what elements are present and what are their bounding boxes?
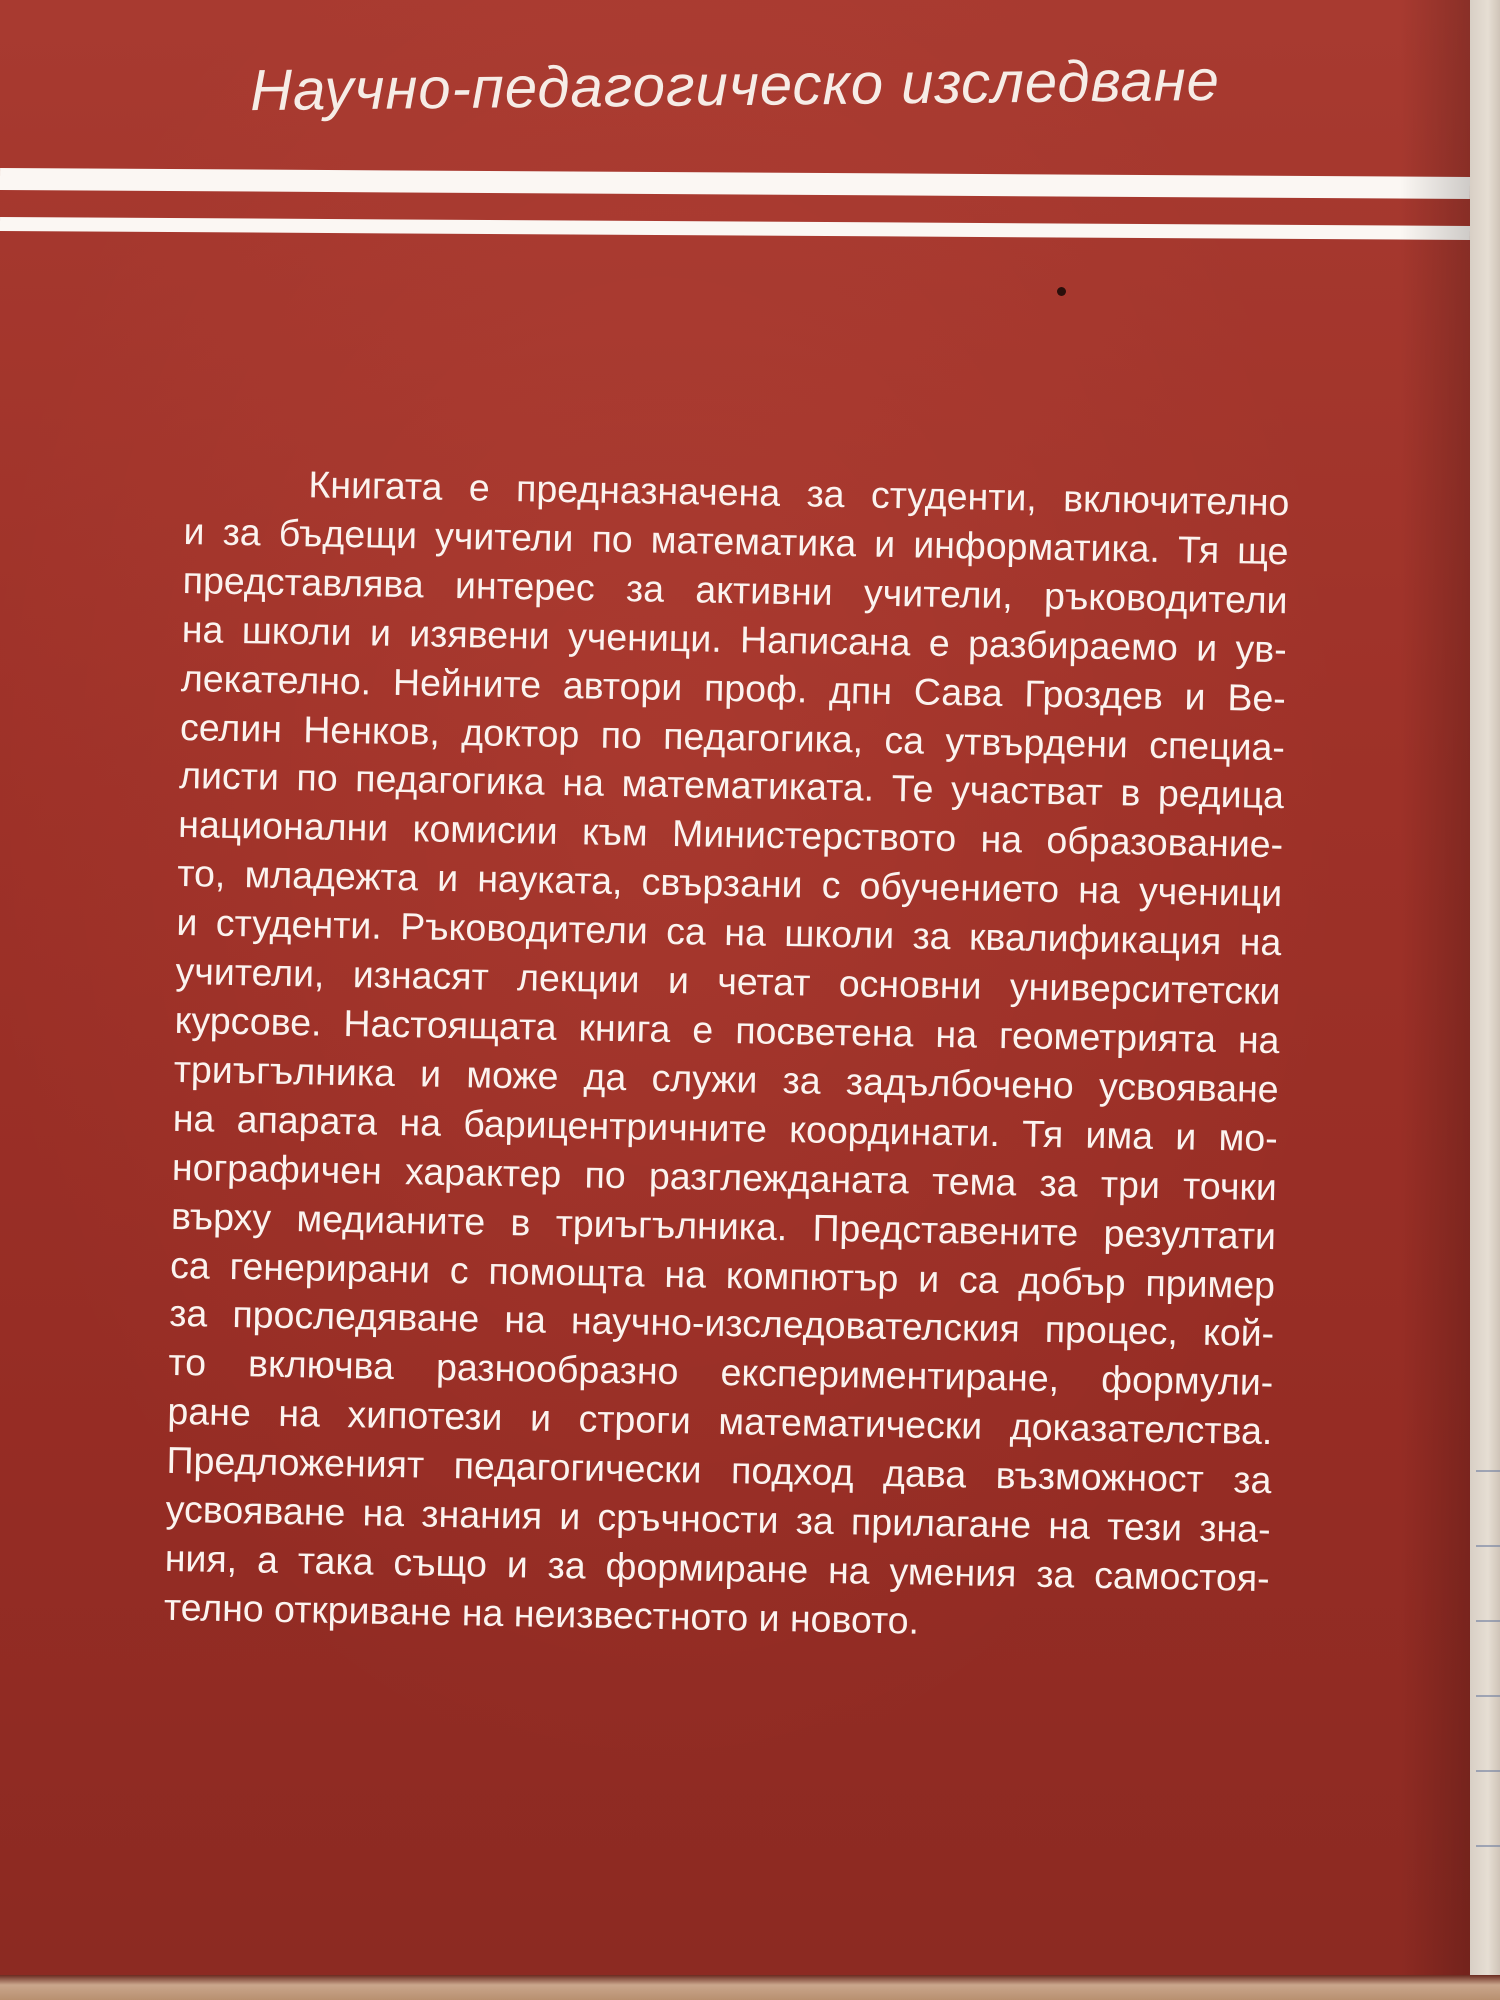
edge-rule-line [1476, 1545, 1500, 1547]
series-title: Научно-педагогическо изследване [249, 47, 1221, 124]
description-line: усвояване на знания и сръчности за прилагане на тези зна- [165, 1487, 1271, 1551]
print-speck [1057, 287, 1066, 296]
edge-rule-line [1476, 1620, 1500, 1622]
description-line: то включва разнообразно експериментиране, формули- [168, 1341, 1274, 1404]
edge-rule-line [1476, 1470, 1500, 1472]
description-line: курсове. Настоящата книга е посветена на геометрията на [174, 998, 1280, 1062]
description-line: лекателно. Нейните автори проф. дпн Сава Гроздев и Ве- [180, 656, 1287, 719]
description-line: учители, изнасят лекции и четат основни университетски [175, 949, 1281, 1013]
description-line: Книгата е предназначена за студенти, включително [308, 463, 1290, 524]
description-line: национални комисии към Министерството на образование- [177, 803, 1284, 866]
description-line: и студенти. Ръководители са на школи за квалификация на [176, 901, 1282, 964]
description-line: телно откриване на неизвестното и новото. [163, 1585, 920, 1642]
description-line: на апарата на барицентричните координати. Тя има и мо- [172, 1096, 1279, 1159]
description-line: и за бъдещи учители по математика и информатика. Тя ще [183, 509, 1289, 573]
edge-rule-line [1476, 1770, 1500, 1772]
description-line: са генерирани с помощта на компютър и са добър пример [169, 1243, 1276, 1306]
edge-rule-line [1476, 1845, 1500, 1847]
description-line: триъгълника и може да служи за задълбочено усвояване [173, 1047, 1280, 1111]
description-line: селин Ненков, доктор по педагогика, са утвърдени специа- [179, 705, 1286, 768]
white-stripe-lower [0, 217, 1470, 240]
description-line: върху медианите в триъгълника. Представените резултати [170, 1194, 1277, 1257]
book-description [163, 458, 1289, 1652]
description-line: нографичен характер по разглежданата тема за три точки [171, 1145, 1278, 1208]
description-line: ране на хипотези и строги математически доказателства. [167, 1390, 1273, 1453]
description-line: Предложеният педагогически подход дава възможност за [166, 1438, 1272, 1502]
edge-rule-line [1476, 1695, 1500, 1697]
description-line: то, младежта и науката, свързани с обучението на ученици [177, 852, 1283, 915]
description-line: на школи и изявени ученици. Написана е разбираемо и ув- [181, 607, 1288, 670]
page-edge-right [1470, 0, 1500, 2000]
white-stripe-upper [0, 168, 1470, 199]
description-line: за проследяване на научно-изследователския процес, кой- [168, 1292, 1275, 1355]
description-line: представлява интерес за активни учители, ръководители [182, 558, 1288, 622]
page-edge-bottom [0, 1975, 1500, 2000]
description-line: ния, а така също и за формиране на умения за самостоя- [164, 1536, 1271, 1599]
description-line: листи по педагогика на математиката. Те участват в редица [178, 754, 1285, 817]
